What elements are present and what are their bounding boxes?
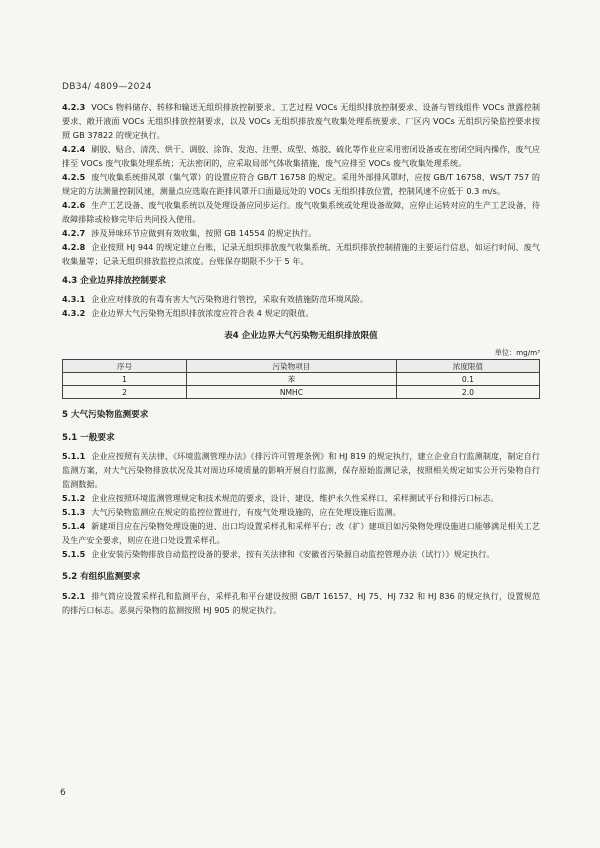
clause-text: 企业应按照有关法律、《环境监测管理办法》《排污许可管理条例》和 HJ 819 的规定执行，建立企业自行监测制度，制定自行监测方案，对大气污染物排放状况及其对周边环境质量的影响开展自行监测，保存原始监测记录，按照相关规定如实公开污染物自行监测数据。 [62, 451, 540, 489]
clause-text: 排气筒应设置采样孔和监测平台，采样孔和平台建设按照 GB/T 16157、HJ 75、HJ 732 和 HJ 836 的规定执行，设置规范的排污口标志。恶臭污染物的监测按照 HJ 905 的规定执行。 [62, 591, 540, 615]
heading-5-1: 5.1 一般要求 [62, 433, 115, 443]
clause-text: 企业边界大气污染物无组织排放浓度应符合表 4 规定的限值。 [91, 308, 314, 318]
clause-text: 大气污染物监测应在规定的监控位置进行，有废气处理设施的，应在处理设施后监测。 [91, 507, 401, 517]
clause-text: 新建项目应在污染物处理设施的进、出口均设置采样孔和采样平台；改（扩）建项目如污染物处理设施进口能够满足相关工艺及生产安全要求，则应在进口处设置采样孔。 [62, 521, 540, 545]
clause-text: 企业按照 HJ 944 的规定建立台账，记录无组织排放废气收集系统、无组织排放控制措施的主要运行信息，如运行时间、废气收集量等；记录无组织排放监控点浓度。台账保存期限不少于 5 年。 [62, 242, 540, 266]
clause-4-2-7 [62, 226, 540, 240]
clause-number: 5.2.1 [62, 591, 86, 601]
clause-4-2-4 [62, 142, 540, 170]
clause-4-2-5 [62, 170, 540, 198]
clause-4-2-3 [62, 100, 540, 142]
cell-limit: 2.0 [396, 386, 539, 399]
clause-number: 5.1.4 [62, 521, 86, 531]
clause-text: 企业应按照环境监测管理规定和技术规范的要求，设计、建设、维护永久性采样口、采样测试平台和排污口标志。 [91, 493, 499, 503]
clause-text: 生产工艺设备、废气收集系统以及处理设备应同步运行。废气收集系统或处理设备故障，应停止运转对应的生产工艺设备，待故障排除或检修完毕后共同投入使用。 [62, 200, 540, 224]
clause-number: 5.1.2 [62, 493, 86, 503]
clause-number: 5.1.3 [62, 507, 86, 517]
cell-item: NMHC [187, 386, 397, 399]
clause-text: 刷胶、贴合、清洗、烘干、调胶、涂饰、发泡、注塑、成型、炼胶、硫化等作业应采用密闭设备或在密闭空间内操作，废气应排至 VOCs 废气收集处理系统；无法密闭的，应采取局部气体收集措施，废气应排至 VOCs 废气收集处理系统。 [62, 144, 540, 168]
clause-number: 5.1.5 [62, 549, 86, 559]
clause-text: 废气收集系统排风罩（集气罩）的设置应符合 GB/T 16758 的规定。采用外部排风罩时，应按 GB/T 16758、WS/T 757 的规定的方法测量控制风速，测量点应选取在距排风罩开口面最远处的 VOCs 无组织排放位置，控制风速不应低于 0.3 m/s。 [62, 172, 540, 196]
clause-4-3-2 [62, 306, 540, 320]
clause-number: 4.2.7 [62, 228, 86, 238]
clause-number: 4.3.1 [62, 294, 86, 304]
clause-5-1-5 [62, 547, 540, 561]
cell-limit: 0.1 [396, 373, 539, 386]
clause-number: 5.1.1 [62, 451, 86, 461]
clause-text: VOCs 物料储存、转移和输送无组织排放控制要求、工艺过程 VOCs 无组织排放控制要求、设备与管线组件 VOCs 泄露控制要求、敞开液面 VOCs 无组织排放控制要求，以及 VOCs 无组织排放废气收集处理系统要求、厂区内 VOCs 无组织污染监控要求按照 GB 37822 的规定执行。 [62, 102, 540, 140]
clause-text: 涉及异味环节应做到有效收集，按照 GB 14554 的规定执行。 [91, 228, 317, 238]
column-header-limit: 浓度限值 [396, 360, 539, 373]
clause-number: 4.2.8 [62, 242, 86, 252]
clause-5-1-3 [62, 505, 540, 519]
table-header-row [63, 360, 540, 373]
clause-5-1-2 [62, 491, 540, 505]
column-header-item: 污染物项目 [187, 360, 397, 373]
cell-no: 1 [63, 373, 187, 386]
heading-5-2: 5.2 有组织监测要求 [62, 572, 141, 582]
cell-no: 2 [63, 386, 187, 399]
page-content [62, 100, 540, 617]
table-row [63, 373, 540, 386]
clause-5-2-1 [62, 589, 540, 617]
clause-number: 4.2.6 [62, 200, 86, 210]
clause-4-3-1 [62, 292, 540, 306]
clause-text: 企业应对排放的有毒有害大气污染物进行管控，采取有效措施防范环境风险。 [91, 294, 369, 304]
heading-4-3: 4.3 企业边界排放控制要求 [62, 276, 167, 286]
column-header-no: 序号 [63, 360, 187, 373]
clause-5-1-1 [62, 449, 540, 491]
page-number: 6 [60, 788, 66, 798]
clause-4-2-8 [62, 240, 540, 268]
clause-number: 4.2.4 [62, 144, 86, 154]
clause-number: 4.2.3 [62, 102, 86, 112]
clause-4-2-6 [62, 198, 540, 226]
heading-5: 5 大气污染物监测要求 [62, 410, 149, 420]
clause-5-1-4 [62, 519, 540, 547]
clause-number: 4.3.2 [62, 308, 86, 318]
clause-text: 企业安装污染物排放自动监控设备的要求，按有关法律和《安徽省污染源自动监控管理办法（试行）》规定执行。 [91, 549, 495, 559]
standard-number: DB34/ 4809—2024 [62, 82, 152, 92]
table-row [63, 386, 540, 399]
table-title: 表4 企业边界大气污染物无组织排放限值 [224, 331, 378, 341]
emission-limit-table [62, 359, 540, 399]
table-unit: 单位：mg/m³ [494, 348, 540, 357]
clause-number: 4.2.5 [62, 172, 86, 182]
cell-item: 苯 [187, 373, 397, 386]
